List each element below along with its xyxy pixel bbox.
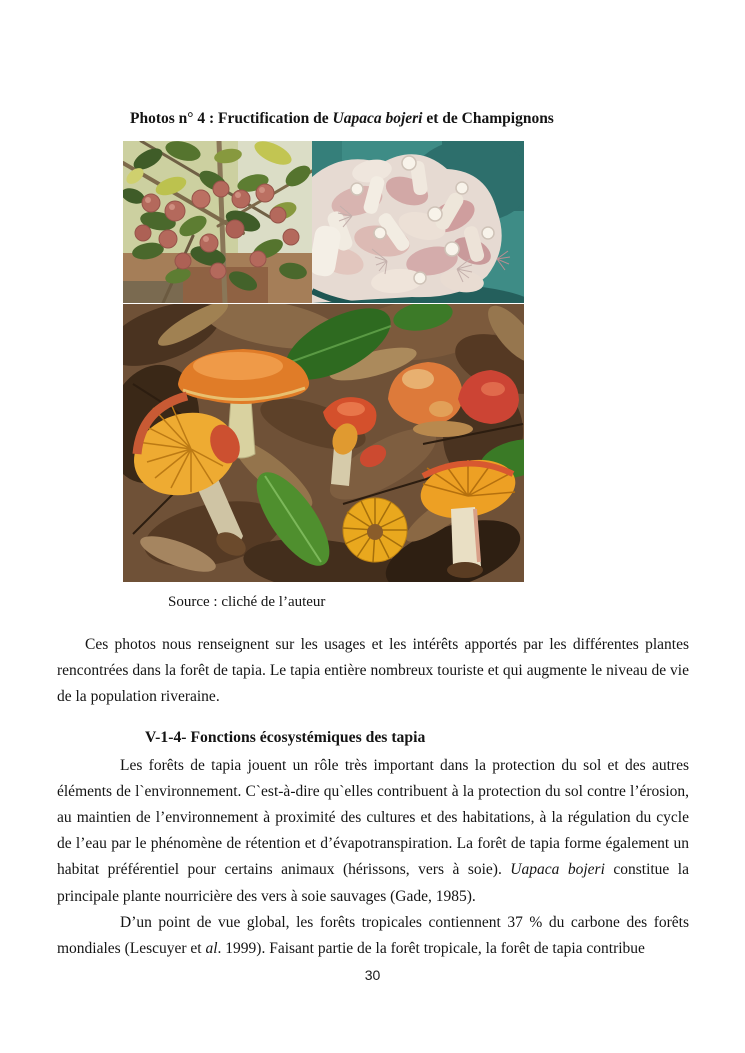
paragraph-intro: Ces photos nous renseignent sur les usages et les intérêts apportés par les différentes plantes rencontrées dans la forêt de tapia. Le tapia entière nombreux touriste et qui augmente le niveau de vie de la population riveraine. bbox=[57, 636, 689, 706]
p3-run-lead: D’un point de vue global, les forêts tropicales contiennent 37 % du carbone des forêts mondiales (Lescuyer et bbox=[57, 913, 689, 957]
p2-run-tail: constitue la principale plante nourricière des vers à soie sauvages (Gade, 1985). bbox=[57, 861, 689, 905]
section-heading: V-1-4- Fonctions écosystémiques des tapia bbox=[145, 728, 426, 746]
figure-title-species: Uapaca bojeri bbox=[332, 110, 423, 127]
photo-harvested-mushrooms-basin bbox=[312, 141, 524, 303]
mushroom-gill-disc bbox=[343, 498, 407, 562]
p2-run-main: Les forêts de tapia jouent un rôle très important dans la protection du sol et des autres éléments de l`environnement. C`est-à-dire qu`elles contribuent à la protection du sol contre l’érosion, au maintien de l’environnement à proximité des cultures et des habitations, à la régulation du cycle de l’eau par le phénomène de rétention et d’évapotranspiration. La forêt de tapia forme également un habitat préférentiel pour certains animaux (hérissons, vers à soie). bbox=[57, 756, 689, 879]
paragraph-carbon bbox=[57, 910, 689, 962]
photo-big-wrapper bbox=[123, 304, 524, 582]
paragraph-ecosystem-functions bbox=[57, 753, 689, 910]
figure-source-caption: Source : cliché de l’auteur bbox=[168, 594, 326, 610]
photo-row-top bbox=[123, 141, 524, 303]
page-number: 30 bbox=[364, 967, 381, 983]
photo-orange-mushrooms-forest-floor bbox=[123, 304, 524, 582]
figure-title-tail: et de Champignons bbox=[422, 110, 554, 127]
figure-photos bbox=[123, 141, 524, 582]
p3-run-tail: . 1999). Faisant partie de la forêt tropicale, la forêt de tapia contribue bbox=[217, 940, 645, 957]
figure-title-lead: Photos n° 4 : Fructification de bbox=[130, 110, 333, 127]
figure-title bbox=[0, 0, 745, 128]
photo-uapaca-fruit-branch bbox=[123, 141, 312, 303]
p3-run-al: al bbox=[205, 940, 218, 957]
p2-run-species: Uapaca bojeri bbox=[510, 861, 605, 879]
